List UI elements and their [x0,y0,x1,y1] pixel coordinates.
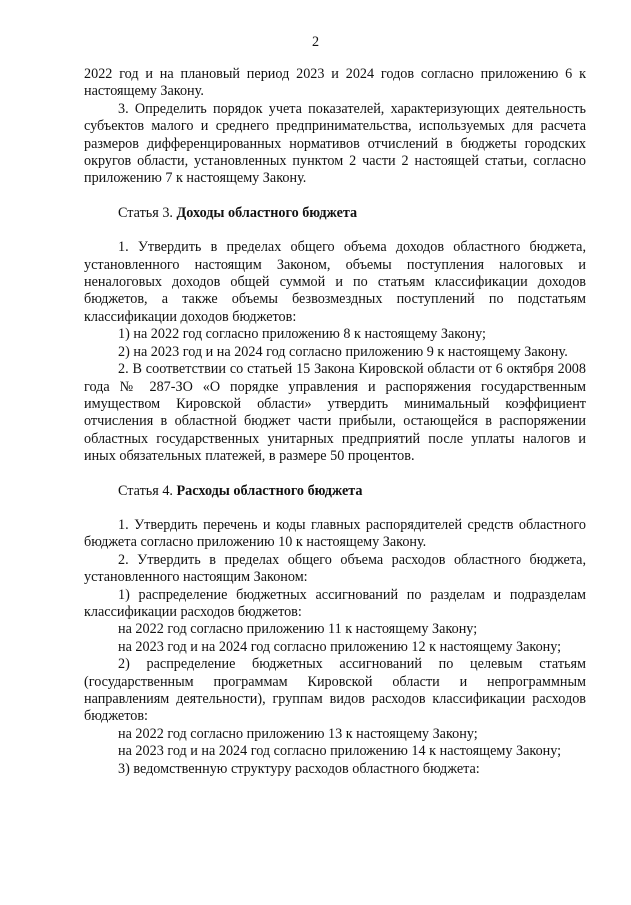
article-4-item-1b: на 2023 год и на 2024 год согласно приложению 12 к настоящему Закону; [118,638,562,655]
article-4-title: Расходы областного бюджета [176,482,363,499]
article-4-item-2b: на 2023 год и на 2024 год согласно приложению 14 к настоящему Закону; [118,743,562,760]
article-3-prefix: Статья 3. [118,204,173,221]
article-3-item-2: 2) на 2023 год и на 2024 год согласно приложению 9 к настоящему Закону. [118,343,568,360]
article-3-heading [84,205,586,222]
paragraph-item-3: 3. Определить порядок учета показателей, характеризующих деятельность субъектов малого и среднего предпринимательства, используемых для расчета размеров дифференцированных нормативов отчислений в бюджеты городских округов области, установленных пунктом 2 части 2 настоящей статьи, согласно приложению 7 к настоящему Закону. [84,100,586,187]
article-3-paragraph-1: 1. Утвердить в пределах общего объема доходов областного бюджета, установленного настоящим Законом, объемы поступления налоговых и неналоговых доходов общей суммой и по статьям классификации доходов бюджетов, а также объемы безвозмездных поступлений по подстатьям классификации доходов бюджетов: [84,239,586,325]
article-4-item-1: 1) распределение бюджетных ассигнований по разделам и подразделам классификации расходов бюджетов: [84,586,586,620]
article-4-prefix: Статья 4. [118,482,173,499]
article-4-item-2a: на 2022 год согласно приложению 13 к настоящему Закону; [118,725,478,742]
article-4-item-2: 2) распределение бюджетных ассигнований по целевым статьям (государственным программам Кировской области и непрограммным направлениям деятельности), группам видов расходов классификации расходов бюджетов: [84,656,586,725]
article-3-paragraph-2: 2. В соответствии со статьей 15 Закона Кировской области от 6 октября 2008 года № 287-ЗО «О порядке управления и распоряжения государственным имуществом Кировской области» утвердить минимальный коэффициент отчисления в областной бюджет части прибыли, остающейся в распоряжении областных государственных унитарных предприятий после уплаты налогов и иных обязательных платежей, в размере 50 процентов. [84,361,586,465]
article-3-item-1: 1) на 2022 год согласно приложению 8 к настоящему Закону; [118,326,486,343]
paragraph-continuation: 2022 год и на плановый период 2023 и 2024 годов согласно приложению 6 к настоящему Закону. [84,66,586,100]
article-4-item-3: 3) ведомственную структуру расходов областного бюджета: [118,760,480,777]
article-4-paragraph-2: 2. Утвердить в пределах общего объема расходов областного бюджета, установленного настоящим Законом: [84,551,586,586]
article-4-heading [84,483,586,500]
document-body [84,66,586,778]
article-3-title: Доходы областного бюджета [176,204,358,221]
article-4-item-1a: на 2022 год согласно приложению 11 к настоящему Закону; [118,621,478,638]
page-number: 2 [311,34,320,50]
article-4-paragraph-1: 1. Утвердить перечень и коды главных распорядителей средств областного бюджета согласно приложению 10 к настоящему Закону. [84,516,586,551]
